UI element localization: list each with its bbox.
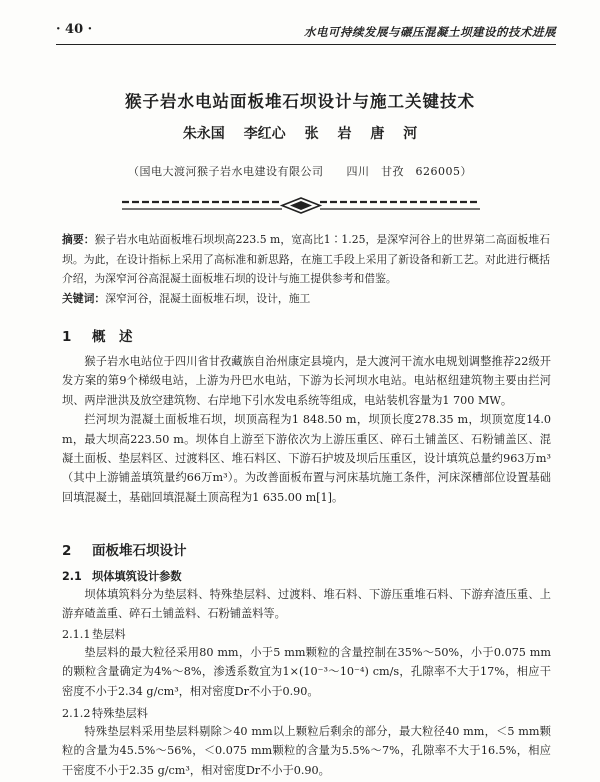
ornamental-divider — [122, 196, 480, 216]
running-header — [56, 22, 556, 42]
section-heading — [62, 539, 187, 559]
subsection-heading — [62, 626, 126, 642]
affiliation: （国电大渡河猴子岩水电建设有限公司 四川 甘孜 626005） — [128, 165, 472, 178]
keywords-label: 关键词： — [62, 291, 106, 305]
page-number: · 40 · — [56, 22, 93, 37]
section-heading — [62, 325, 133, 345]
subsection-heading — [62, 705, 148, 721]
author-name: 河 — [403, 126, 418, 142]
body-paragraph: 垫层料的最大粒径采用80 mm，小于5 mm颗粒的含量控制在35%～50%，小于0.075 mm的颗粒含量确定为4%～8%，渗透系数宜为1×(10⁻³～10⁻⁴) cm/s，孔隙率不大于17%，相应干密度不小于2.34 g/cm³，相对密度Dr不小于0.90。 — [62, 646, 551, 698]
subsection-title: 垫层料 — [92, 628, 126, 641]
section-title: 面板堆石坝设计 — [92, 543, 187, 559]
subsection-heading — [62, 568, 182, 584]
section-number: 2 — [62, 543, 72, 559]
abstract-block — [62, 230, 550, 308]
header-rule — [56, 44, 556, 45]
author-name: 岩 — [337, 126, 352, 142]
subsection-number: 2.1.1 — [62, 628, 91, 641]
keywords-text: 深窄河谷，混凝土面板堆石坝，设计，施工 — [105, 291, 311, 305]
section-body — [62, 352, 551, 507]
body-paragraph: 猴子岩水电站位于四川省甘孜藏族自治州康定县境内，是大渡河干流水电规划调整推荐22级开发方案的第9个梯级电站，上游为丹巴水电站，下游为长河坝水电站。电站枢纽建筑物主要由拦河坝、两岸泄洪及放空建筑物、右岸地下引水发电系统等组成，电站装机容量为1 700 MW。 — [62, 355, 551, 407]
subsection-title: 坝体填筑设计参数 — [92, 570, 182, 583]
author-name: 李红心 — [243, 126, 286, 142]
body-paragraph: 坝体填筑料分为垫层料、特殊垫层料、过渡料、堆石料、下游压重堆石料、下游弃渣压重、上游弃碴盖重、碎石土铺盖料、石粉铺盖料等。 — [62, 588, 551, 621]
abstract-label: 摘要： — [62, 233, 95, 246]
abstract-text: 猴子岩水电站面板堆石坝坝高223.5 m，宽高比1∶1.25，是深窄河谷上的世界第二高面板堆石坝。为此，在设计指标上采用了高标准和新思路，在施工手段上采用了新设备和新工艺。对此进行概括介绍，为深窄河谷高混凝土面板堆石坝的设计与施工提供参考和借鉴。 — [62, 233, 550, 285]
subsection-body — [62, 722, 551, 780]
section-number: 1 — [62, 329, 72, 345]
paper-title: 猴子岩水电站面板堆石坝设计与施工关键技术 — [125, 92, 475, 111]
section-title: 概 述 — [92, 329, 133, 345]
author-name: 张 — [304, 126, 319, 142]
body-paragraph: 特殊垫层料采用垫层料剔除＞40 mm以上颗粒后剩余的部分，最大粒径40 mm，＜5 mm颗粒的含量为45.5%～56%，＜0.075 mm颗粒的含量为5.5%～7%，孔隙率不大于16.5%，相应干密度不小于2.35 g/cm³，相对密度Dr不小于0.90。 — [62, 725, 551, 777]
author-list — [0, 123, 600, 143]
abstract-paragraph — [62, 230, 550, 289]
subsection-number: 2.1.2 — [62, 707, 91, 720]
author-name: 唐 — [370, 126, 385, 142]
keywords-paragraph — [62, 289, 550, 309]
body-paragraph: 拦河坝为混凝土面板堆石坝，坝顶高程为1 848.50 m，坝顶长度278.35 m，坝顶宽度14.0 m，最大坝高223.50 m。坝体自上游至下游依次为上游压重区、碎石土铺盖区、石粉铺盖区、混凝土面板、垫层料区、过渡料区、堆石料区、下游石护坡及坝后压重区，设计填筑总量约963万m³（其中上游铺盖填筑量约66万m³）。为改善面板布置与河床基坑施工条件，河床深槽部位设置基础回填混凝土，基础回填混凝土顶高程为1 635.00 m[1]。 — [62, 413, 551, 504]
journal-title: 水电可持续发展与碾压混凝土坝建设的技术进展 — [304, 25, 556, 39]
subsection-body — [62, 585, 551, 624]
author-name: 朱永国 — [182, 126, 225, 142]
subsection-number: 2.1 — [62, 570, 82, 583]
subsection-body — [62, 643, 551, 701]
subsection-title: 特殊垫层料 — [92, 707, 148, 720]
